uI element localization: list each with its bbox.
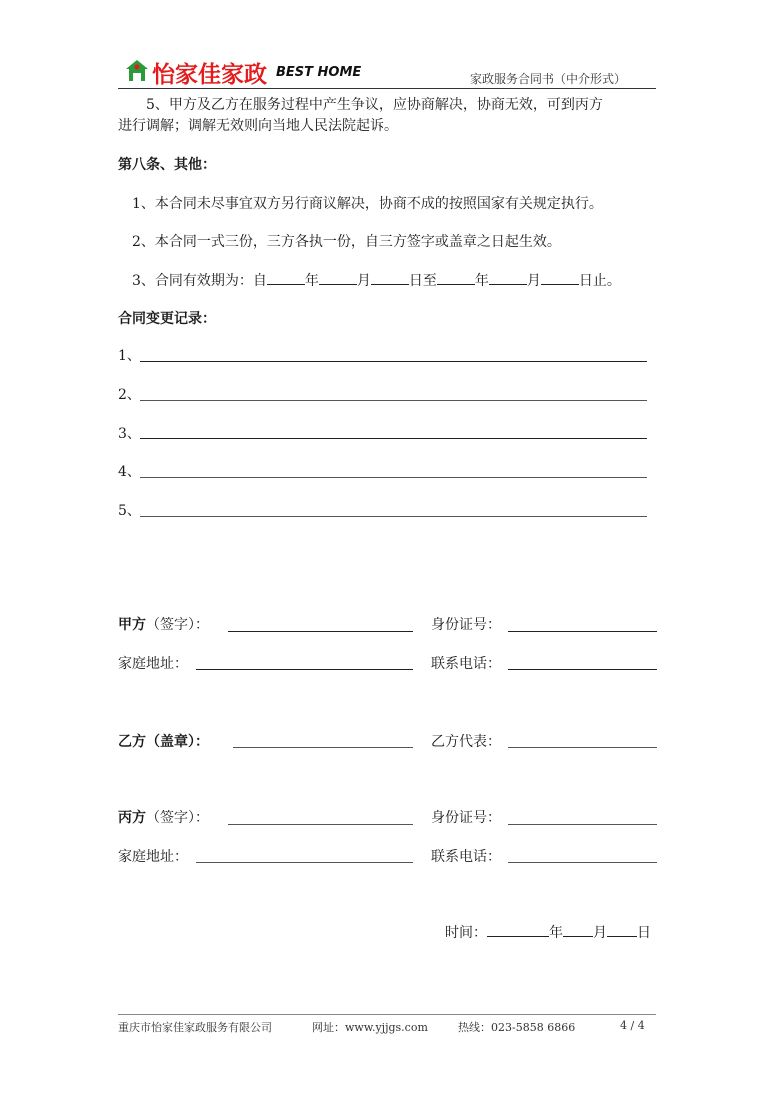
partyC-id-label: 身份证号： (431, 810, 501, 826)
blank-start-day[interactable] (371, 270, 409, 285)
item3-year2: 年 (474, 273, 489, 289)
partyB-seal-label: 乙方（盖章）： (118, 734, 209, 750)
change-row-3-label: 3、 (118, 426, 141, 442)
partyA-sign-label (118, 615, 209, 635)
change-row-2-line[interactable] (140, 400, 647, 401)
change-row-3-line[interactable] (140, 438, 647, 439)
partyC-sign-line[interactable] (228, 824, 413, 825)
partyA-sign-line[interactable] (228, 631, 413, 632)
change-row-5-label: 5、 (118, 503, 141, 519)
logo-cn-text: 怡家佳家政 (152, 62, 267, 88)
item3-month1: 月 (356, 273, 371, 289)
partyB-seal-line[interactable] (233, 747, 413, 748)
blank-start-month[interactable] (319, 270, 357, 285)
article8-item2: 2、本合同一式三份，三方各执一份，自三方签字或盖章之日起生效。 (132, 234, 561, 250)
partyA-address-line[interactable] (196, 669, 413, 670)
logo-en-text: BEST HOME (276, 65, 362, 80)
blank-end-month[interactable] (489, 270, 527, 285)
change-row-4-label: 4、 (118, 464, 141, 480)
partyA-label-bold: 甲方 (118, 617, 146, 633)
item3-day1: 日至 (408, 273, 437, 289)
article8-item1: 1、本合同未尽事宜双方另行商议解决，协商不成的按照国家有关规定执行。 (132, 196, 603, 212)
footer-divider (118, 1014, 656, 1015)
partyA-id-line[interactable] (508, 631, 657, 632)
partyC-address-label: 家庭地址： (118, 849, 188, 865)
article8-title: 第八条、其他： (118, 157, 216, 173)
partyA-address-label: 家庭地址： (118, 656, 188, 672)
item3-prefix: 3、合同有效期为：自 (132, 273, 267, 289)
item3-month2: 月 (526, 273, 541, 289)
partyA-label-rest: （签字）： (146, 617, 209, 633)
changes-title: 合同变更记录： (118, 311, 216, 327)
partyA-phone-label: 联系电话： (431, 656, 501, 672)
change-row-1-line[interactable] (140, 361, 647, 362)
partyB-rep-line[interactable] (508, 747, 657, 748)
clause5-line2: 进行调解；调解无效则向当地人民法院起诉。 (118, 118, 398, 134)
footer-website: 网址：www.yjjgs.com (312, 1021, 428, 1034)
footer-page-number: 4 / 4 (620, 1019, 645, 1032)
partyC-label-rest: （签字）： (146, 810, 209, 826)
partyC-id-line[interactable] (508, 824, 657, 825)
partyC-label-bold: 丙方 (118, 810, 146, 826)
footer-company: 重庆市怡家佳家政服务有限公司 (118, 1021, 272, 1034)
item3-year1: 年 (304, 273, 319, 289)
house-logo-icon (124, 58, 150, 84)
date-prefix: 时间： (445, 925, 487, 941)
article8-item3 (132, 270, 621, 291)
blank-sign-month[interactable] (563, 922, 593, 937)
partyA-phone-line[interactable] (508, 669, 657, 670)
item3-day2: 日止。 (578, 273, 621, 289)
partyC-sign-label (118, 808, 209, 828)
change-row-4-line[interactable] (140, 477, 647, 478)
partyC-phone-line[interactable] (508, 862, 657, 863)
change-row-5-line[interactable] (140, 516, 647, 517)
logo (124, 56, 374, 86)
clause5-line1: 5、甲方及乙方在服务过程中产生争议，应协商解决，协商无效，可到丙方 (146, 97, 603, 113)
blank-sign-year[interactable] (487, 922, 549, 937)
partyC-phone-label: 联系电话： (431, 849, 501, 865)
partyB-rep-label: 乙方代表： (431, 734, 501, 750)
date-month: 月 (593, 925, 607, 941)
date-day: 日 (637, 925, 651, 941)
blank-end-year[interactable] (437, 270, 475, 285)
change-row-1-label: 1、 (118, 348, 141, 364)
blank-end-day[interactable] (541, 270, 579, 285)
partyC-address-line[interactable] (196, 862, 413, 863)
footer-hotline: 热线：023-5858 6866 (458, 1021, 576, 1034)
header-divider (118, 88, 656, 89)
sign-date (445, 922, 651, 943)
blank-sign-day[interactable] (607, 922, 637, 937)
date-year: 年 (549, 925, 563, 941)
partyA-id-label: 身份证号： (431, 617, 501, 633)
document-title: 家政服务合同书（中介形式） (470, 72, 627, 86)
blank-start-year[interactable] (267, 270, 305, 285)
change-row-2-label: 2、 (118, 387, 141, 403)
